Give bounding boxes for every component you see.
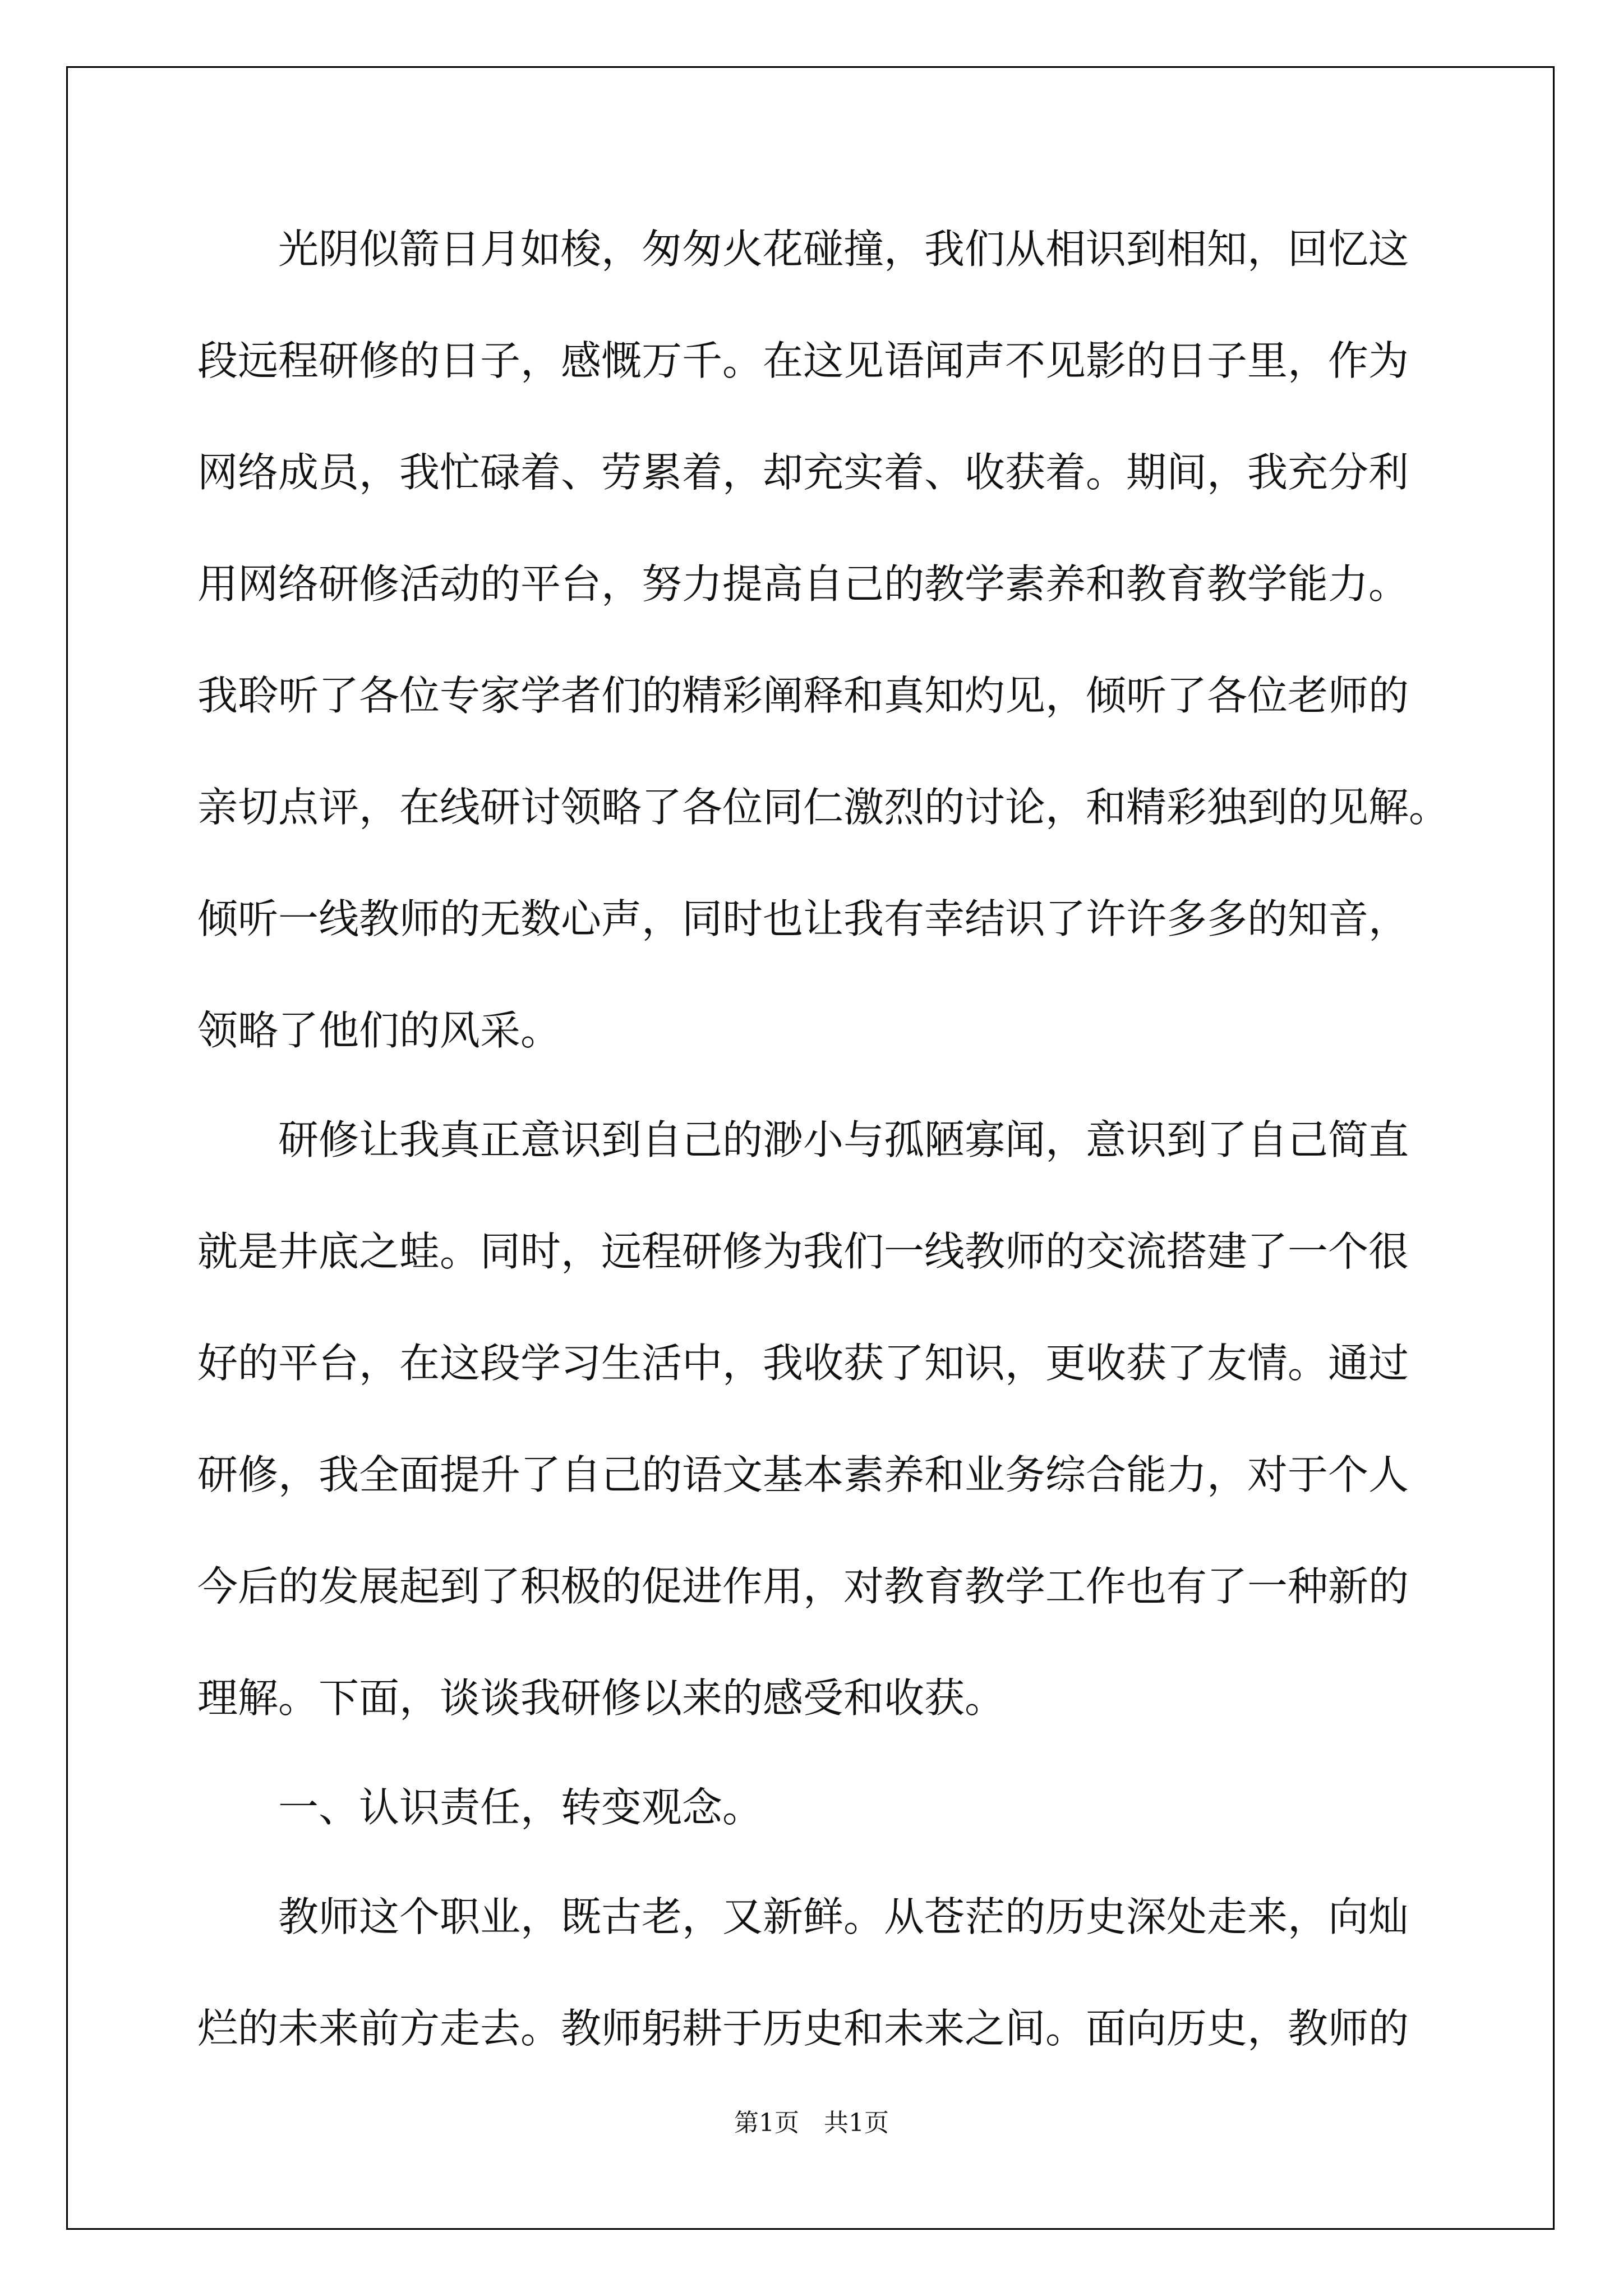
text-line: 今后的发展起到了积极的促进作用，对教育教学工作也有了一种新的 xyxy=(197,1563,1409,1610)
text-line: 教师这个职业，既古老，又新鲜。从苍茫的历史深处走来，向灿 xyxy=(197,1893,1409,1940)
text-line: 研修，我全面提升了自己的语文基本素养和业务综合能力，对于个人 xyxy=(197,1451,1409,1498)
text-line: 我聆听了各位专家学者们的精彩阐释和真知灼见，倾听了各位老师的 xyxy=(197,672,1409,719)
text-line: 一、认识责任，转变观念。 xyxy=(197,1784,763,1831)
text-line: 就是井底之蛙。同时，远程研修为我们一线教师的交流搭建了一个很 xyxy=(197,1228,1409,1275)
text-line: 研修让我真正意识到自己的渺小与孤陋寡闻，意识到了自己简直 xyxy=(197,1116,1409,1163)
text-line: 好的平台，在这段学习生活中，我收获了知识，更收获了友情。通过 xyxy=(197,1340,1409,1387)
text-line: 倾听一线教师的无数心声，同时也让我有幸结识了许许多多的知音， xyxy=(197,895,1409,942)
text-line: 领略了他们的风采。 xyxy=(197,1007,561,1054)
page-footer: 第1页 共1页 xyxy=(734,2109,889,2137)
text-line: 用网络研修活动的平台，努力提高自己的教学素养和教育教学能力。 xyxy=(197,560,1409,608)
text-line: 段远程研修的日子，感慨万千。在这见语闻声不见影的日子里，作为 xyxy=(197,337,1409,384)
text-line: 亲切点评，在线研讨领略了各位同仁激烈的讨论，和精彩独到的见解。 xyxy=(197,784,1450,831)
text-line: 理解。下面，谈谈我研修以来的感受和收获。 xyxy=(197,1674,1006,1722)
text-line: 烂的未来前方走去。教师躬耕于历史和未来之间。面向历史，教师的 xyxy=(197,2005,1409,2052)
text-line: 光阴似箭日月如梭，匆匆火花碰撞，我们从相识到相知，回忆这 xyxy=(197,226,1409,273)
text-line: 网络成员，我忙碌着、劳累着，却充实着、收获着。期间，我充分利 xyxy=(197,449,1409,496)
